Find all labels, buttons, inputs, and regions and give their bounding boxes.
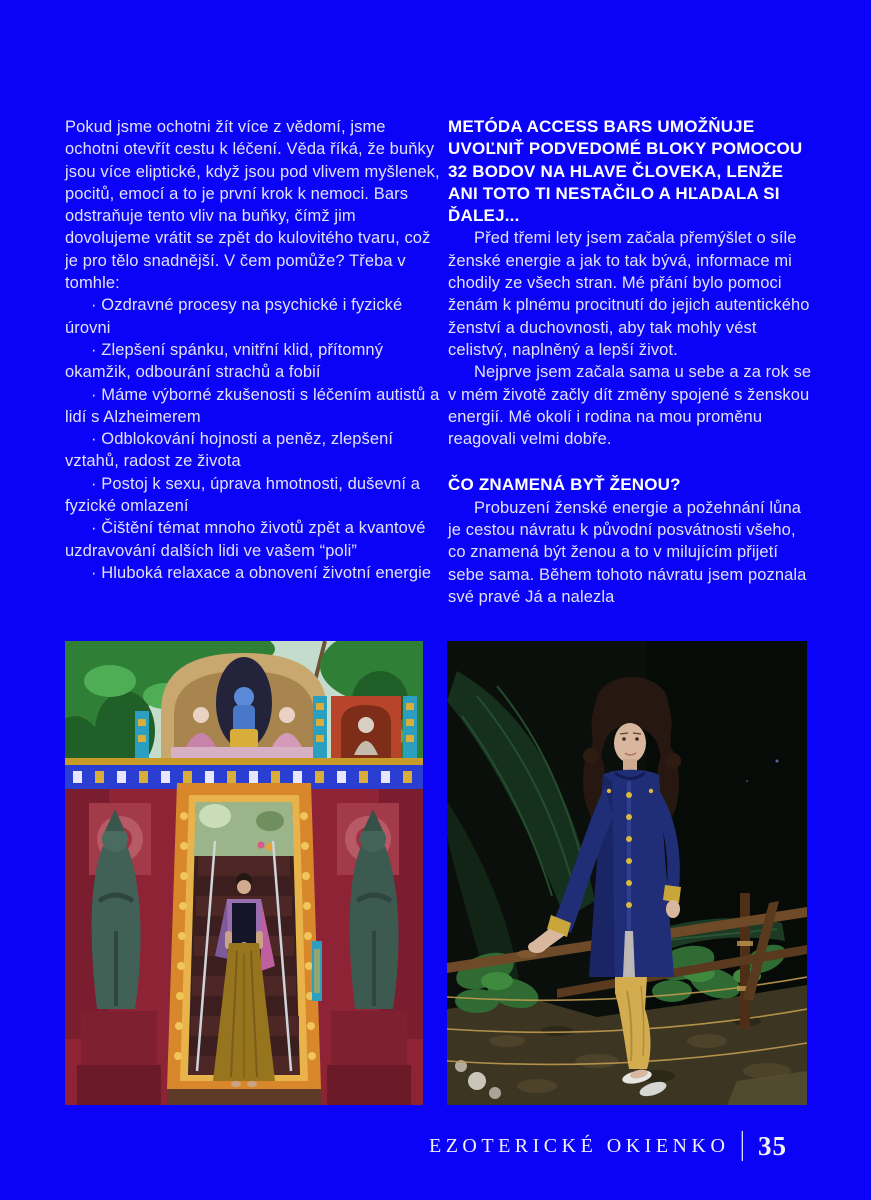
bullet-item: · Postoj k sexu, úprava hmotnosti, duševní a fyzické omlazení	[65, 474, 421, 516]
woman-night-photo	[447, 641, 807, 1105]
bullet-item: · Čištění témat mnoho životů zpět a kvantové uzdravování dalších lidi ve vašem “poli”	[65, 519, 426, 560]
right-text-column	[448, 116, 814, 608]
woman-night-illustration	[447, 641, 807, 1105]
bullet-item: · Odblokování hojnosti a peněz, zlepšení vztahů, radost ze života	[65, 430, 394, 471]
left-text-column	[65, 116, 441, 584]
bullet-item: · Hluboká relaxace a obnovení životní energie	[91, 563, 432, 582]
section-subheading: ČO ZNAMENÁ BYŤ ŽENOU?	[448, 475, 681, 495]
page-footer	[428, 1126, 787, 1163]
footer-section-title: EZOTERICKÉ OKIENKO	[428, 1135, 730, 1157]
intro-paragraph: Pokud jsme ochotni žít více z vědomí, jsme ochotni otevřít cestu k léčení. Věda říká, že buňky jsou více eliptické, když jsou pod vlivem myšlenek, pocitů, emocí a to je první krok k nemoci. Bars odstraňuje tento vliv na buňky, čímž jim dovolujeme vrátit se zpět do kulovitého tvaru, což je pro tělo snadnější. V čem pomůže? Třeba v tomhle:	[65, 118, 440, 293]
page-number: 35	[758, 1131, 787, 1161]
body-paragraph: Probuzení ženské energie a požehnání lůna je cestou návratu k původní posvátnosti všeho, co znamená být ženou a to v milujícím přijetí sebe sama. Během tohoto návratu jsem poznala své pravé Já a nalezla	[448, 498, 807, 606]
bullet-item: · Zlepšení spánku, vnitřní klid, přítomný okamžik, odbourání strachů a fobií	[65, 340, 384, 382]
footer-divider: |	[740, 1126, 746, 1162]
bullet-item: · Máme výborné zkušenosti s léčením autistů a lidí s Alzheimerem	[65, 385, 440, 426]
temple-gate-photo	[65, 641, 423, 1105]
article-heading: METÓDA ACCESS BARS UMOŽŇUJE UVOĽNIŤ PODVEDOMÉ BLOKY POMOCOU 32 BODOV NA HLAVE ČLOVEKA, LENŽE ANI TOTO TI NESTAČILO A HĽADALA SI ĎALEJ...	[448, 117, 803, 226]
body-paragraph: Nejprve jsem začala sama u sebe a za rok se v mém životě začly dít změny spojené s ženskou energií. Mé okolí i rodina na mou proměnu reagovali velmi dobře.	[448, 363, 812, 449]
body-paragraph: Před třemi lety jsem začala přemýšlet o síle ženské energie a jak to tak bývá, informace mi chodily ze všech stran. Mé přání bylo pomoci ženám k plnému procitnutí do jejich autentického ženství a duchovnosti, aby tak mohly vést celistvý, naplněný a lepší život.	[448, 229, 810, 359]
bullet-item: · Ozdravné procesy na psychické i fyzické úrovni	[65, 296, 403, 337]
temple-gate-illustration	[65, 641, 423, 1105]
